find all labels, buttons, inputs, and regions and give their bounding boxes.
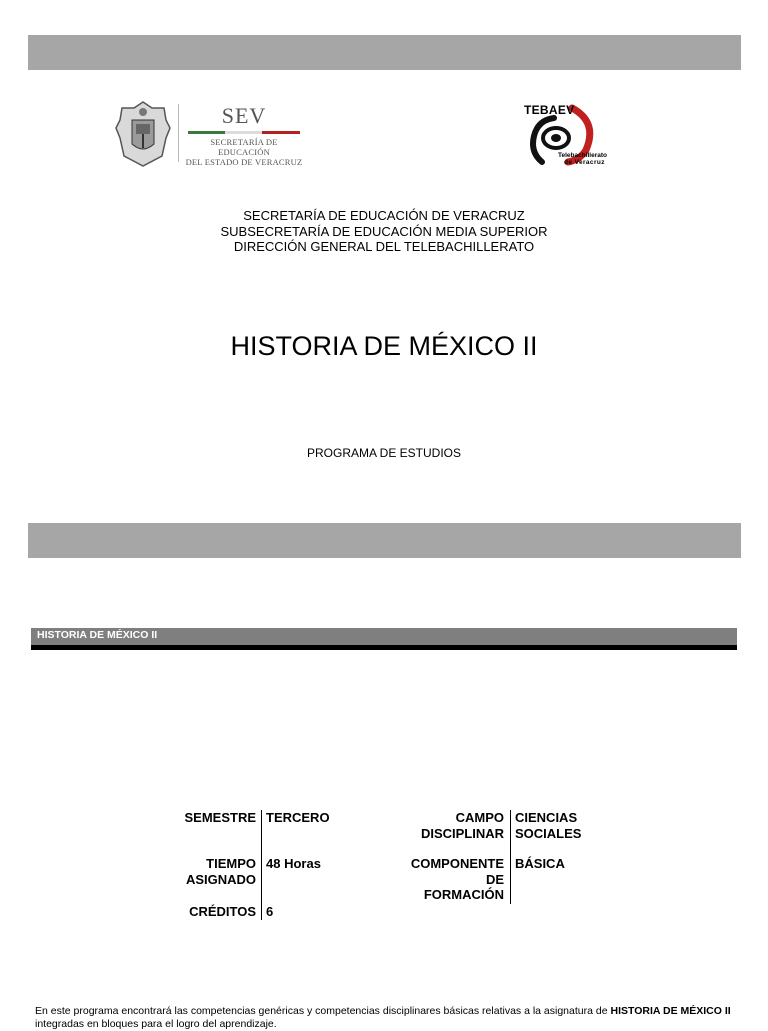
institution-heading [0, 208, 768, 255]
campo-label-line2: DISCIPLINAR [420, 825, 504, 841]
componente-label-line2: DE [485, 871, 504, 887]
separator-band [28, 523, 741, 558]
header-band [28, 35, 741, 70]
campo-value-line1: CIENCIAS [515, 810, 578, 825]
campo-value-line2: SOCIALES [515, 825, 582, 841]
campo-value [515, 810, 581, 841]
intro-text-subject: HISTORIA DE MÉXICO II [610, 1005, 731, 1017]
semestre-label: SEMESTRE [184, 810, 256, 825]
institution-line-3: DIRECCIÓN GENERAL DEL TELEBACHILLERATO [233, 239, 535, 254]
componente-label-line3: FORMACIÓN [423, 887, 504, 902]
tiempo-label-line2: ASIGNADO [185, 871, 256, 887]
semestre-value: TERCERO [266, 810, 330, 825]
info-divider-right [510, 810, 511, 904]
tiempo-value: 48 Horas [266, 856, 321, 871]
document-subtitle: PROGRAMA DE ESTUDIOS [306, 446, 462, 460]
tebaev-name: TEBAEV [524, 103, 575, 117]
institution-line-1: SECRETARÍA DE EDUCACIÓN DE VERACRUZ [243, 208, 525, 223]
sev-acronym: SEV [221, 103, 267, 128]
intro-paragraph [35, 1005, 735, 1031]
info-divider-left [261, 810, 262, 920]
section-header-label: HISTORIA DE MÉXICO II [37, 629, 158, 641]
tricolor-stripe [188, 131, 300, 134]
creditos-label: CRÉDITOS [189, 904, 256, 919]
document-title: HISTORIA DE MÉXICO II [230, 331, 538, 361]
institution-line-2: SUBSECRETARÍA DE EDUCACIÓN MEDIA SUPERIOR [220, 223, 548, 239]
intro-text-start: En este programa encontrará las competencias genéricas y competencias disciplinares básicas relativas a la asignatura de [35, 1005, 611, 1017]
tiempo-label-line1: TIEMPO [206, 856, 256, 871]
intro-text-end: integradas en bloques para el logro del aprendizaje. [35, 1018, 277, 1030]
veracruz-seal-icon [112, 98, 174, 170]
tebaev-subtitle-line2: de Veracruz [564, 159, 605, 166]
section-header-bar [31, 628, 737, 650]
logo-divider [178, 104, 179, 162]
tebaev-subtitle-line1: Telebachillerato [558, 152, 608, 159]
campo-label [390, 810, 504, 841]
sev-logo [112, 98, 312, 170]
sev-name-line1: SECRETARÍA DE EDUCACIÓN [210, 137, 278, 157]
componente-label [390, 856, 504, 903]
creditos-value: 6 [266, 904, 274, 919]
componente-label-line1: COMPONENTE [410, 856, 504, 871]
sev-wordmark [184, 104, 304, 167]
campo-label-line1: CAMPO [455, 810, 504, 825]
tebaev-logo [520, 100, 610, 170]
componente-value: BÁSICA [515, 856, 565, 871]
sev-name-line2: DEL ESTADO DE VERACRUZ [185, 157, 303, 167]
tiempo-label [150, 856, 256, 887]
